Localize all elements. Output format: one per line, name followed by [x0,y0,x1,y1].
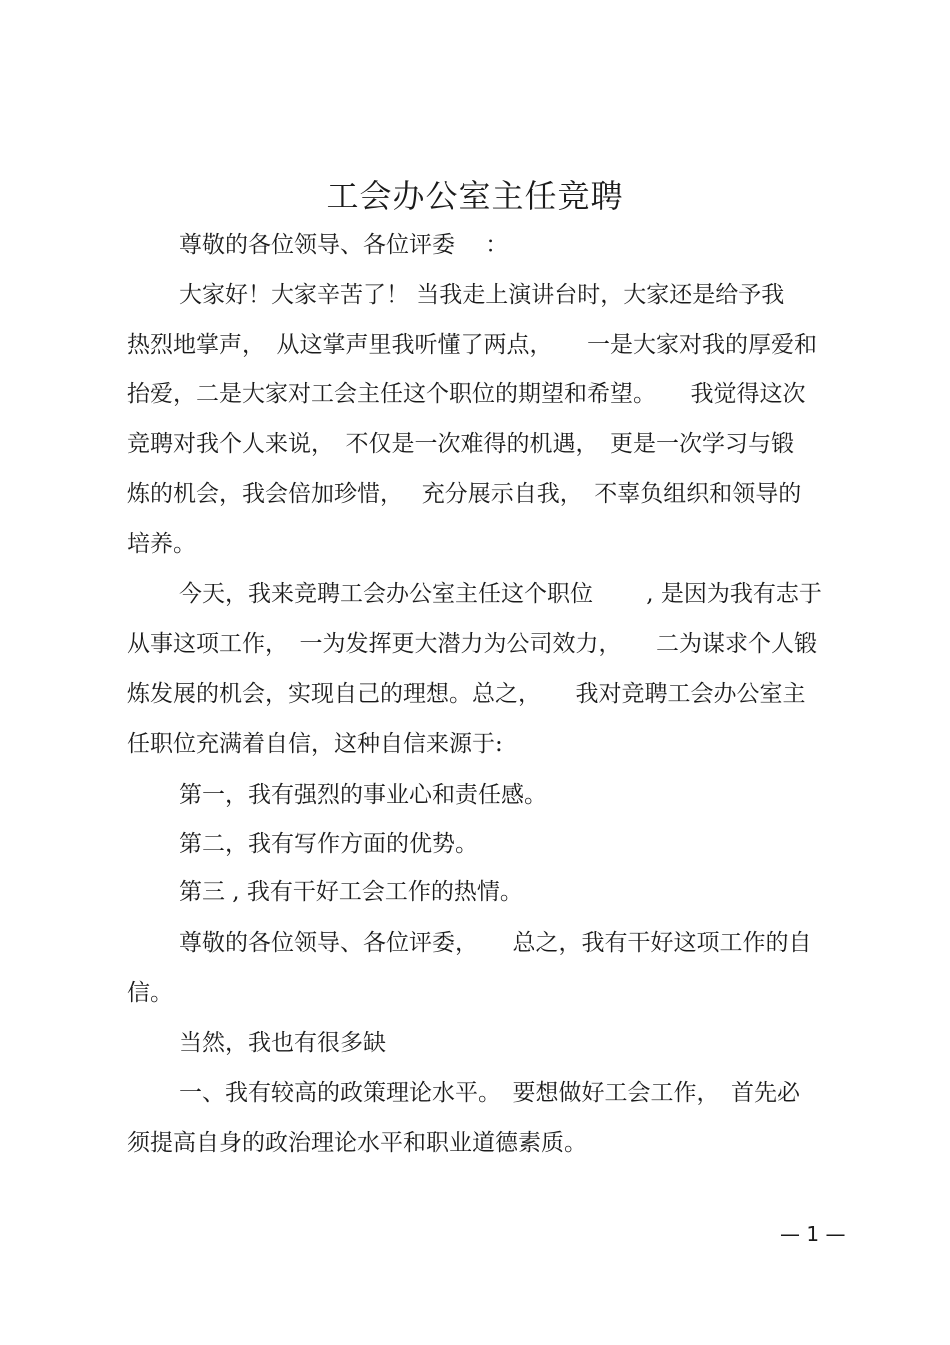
page-number: — 1 — [780,1222,846,1246]
paragraph-line: 热烈地掌声， 从这掌声里我听懂了两点， 一是大家对我的厚爱和 [127,332,817,358]
list-item: 第二，我有写作方面的优势。 [179,831,478,857]
paragraph-line: 竞聘对我个人来说， 不仅是一次难得的机遇， 更是一次学习与锻 [127,431,794,457]
paragraph-line: 炼的机会，我会倍加珍惜， 充分展示自我， 不辜负组织和领导的 [127,481,802,507]
paragraph-line: 大家好！大家辛苦了！ 当我走上演讲台时，大家还是给予我 [179,282,785,308]
document-title: 工会办公室主任竞聘 [326,177,624,215]
paragraph-line: 炼发展的机会，实现自己的理想。总之， 我对竞聘工会办公室主 [127,681,806,707]
list-item: 第一，我有强烈的事业心和责任感。 [179,782,547,808]
paragraph-line: 培养。 [127,531,196,557]
paragraph-line: 今天，我来竞聘工会办公室主任这个职位 , 是因为我有志于 [179,581,822,607]
paragraph-line: 当然，我也有很多缺 [179,1030,386,1056]
paragraph-line: 从事这项工作， 一为发挥更大潜力为公司效力， 二为谋求个人锻 [127,631,817,657]
paragraph-line: 须提高自身的政治理论水平和职业道德素质。 [127,1130,587,1156]
paragraph-line: 一、我有较高的政策理论水平。 要想做好工会工作， 首先必 [179,1080,800,1106]
salutation-line: 尊敬的各位领导、各位评委 ： [179,232,509,258]
paragraph-line: 信。 [127,980,173,1006]
paragraph-line: 尊敬的各位领导、各位评委， 总之，我有干好这项工作的自 [179,930,812,956]
list-item: 第三 , 我有干好工会工作的热情。 [179,879,523,905]
paragraph-line: 任职位充满着自信，这种自信来源于: [127,731,503,757]
paragraph-line: 抬爱，二是大家对工会主任这个职位的期望和希望。 我觉得这次 [127,381,806,407]
